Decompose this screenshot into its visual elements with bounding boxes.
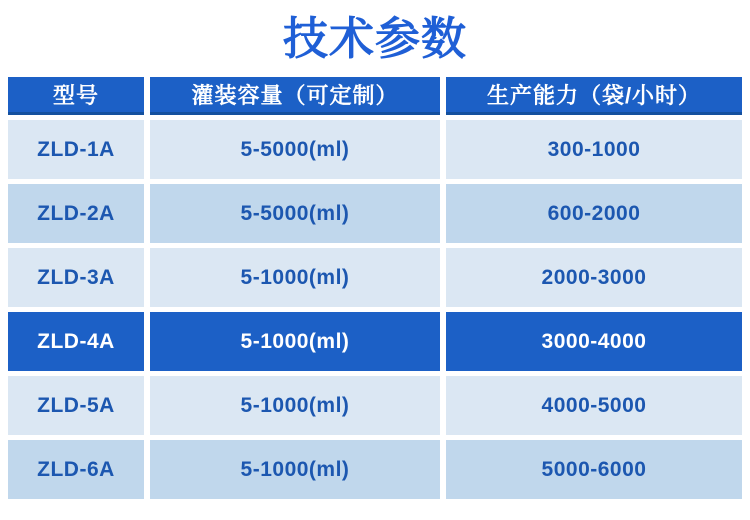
column-header-output: 生产能力（袋/小时） (446, 77, 742, 115)
capacity-cell: 5-1000(ml) (150, 440, 440, 499)
output-cell: 2000-3000 (446, 248, 742, 307)
column-header-capacity: 灌装容量（可定制） (150, 77, 440, 115)
model-cell: ZLD-4A (8, 312, 144, 371)
column-header-model: 型号 (8, 77, 144, 115)
table-row-zld-2a (8, 184, 742, 243)
model-cell: ZLD-6A (8, 440, 144, 499)
table-row-zld-3a (8, 248, 742, 307)
model-cell: ZLD-3A (8, 248, 144, 307)
output-cell: 4000-5000 (446, 376, 742, 435)
capacity-cell: 5-5000(ml) (150, 184, 440, 243)
spec-table (8, 77, 742, 499)
table-row-zld-6a (8, 440, 742, 499)
table-row-zld-4a-highlighted (8, 312, 742, 371)
capacity-cell: 5-1000(ml) (150, 248, 440, 307)
page-title: 技术参数 (282, 13, 467, 64)
table-row-zld-1a (8, 120, 742, 179)
output-cell: 300-1000 (446, 120, 742, 179)
capacity-cell: 5-1000(ml) (150, 312, 440, 371)
output-cell: 3000-4000 (446, 312, 742, 371)
table-row-zld-5a (8, 376, 742, 435)
capacity-cell: 5-5000(ml) (150, 120, 440, 179)
model-cell: ZLD-1A (8, 120, 144, 179)
model-cell: ZLD-5A (8, 376, 144, 435)
table-header-row (8, 77, 742, 115)
model-cell: ZLD-2A (8, 184, 144, 243)
output-cell: 600-2000 (446, 184, 742, 243)
capacity-cell: 5-1000(ml) (150, 376, 440, 435)
output-cell: 5000-6000 (446, 440, 742, 499)
